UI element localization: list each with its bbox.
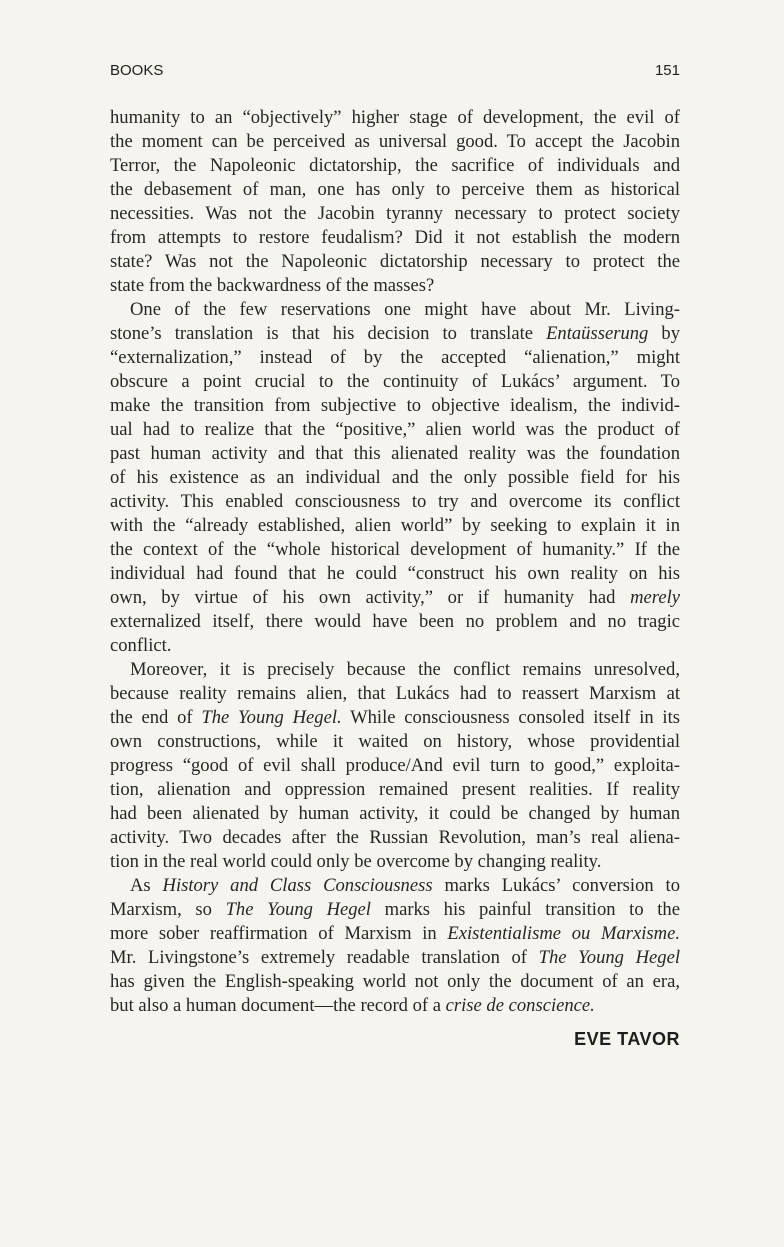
text-run: ual had to realize that the “positive,” alien world was the product of xyxy=(110,419,680,440)
text-run: has given the English-speaking world not only the document of an era, xyxy=(110,971,680,992)
text-run: state? Was not the Napoleonic dictatorship necessary to protect the xyxy=(110,251,680,272)
text-line xyxy=(110,610,680,634)
text-run: externalized itself, there would have been no problem and no tragic xyxy=(110,611,680,632)
italic-text: The Young Hegel xyxy=(225,899,371,920)
text-run: past human activity and that this alienated reality was the foundation xyxy=(110,443,680,464)
text-run: because reality remains alien, that Lukács had to reassert Marxism at xyxy=(110,683,680,704)
article-body xyxy=(110,106,680,1018)
text-run: by xyxy=(648,323,680,344)
text-line xyxy=(110,850,680,874)
text-line xyxy=(110,634,680,658)
text-line xyxy=(110,802,680,826)
text-line xyxy=(110,370,680,394)
text-run: own constructions, while it waited on history, whose providential xyxy=(110,731,680,752)
text-run: of his existence as an individual and the only possible field for his xyxy=(110,467,680,488)
text-run: state from the backwardness of the masses? xyxy=(110,275,435,296)
text-run: tion in the real world could only be overcome by changing reality. xyxy=(110,851,602,872)
text-run: stone’s translation is that his decision to translate xyxy=(110,323,547,344)
text-run: but also a human document—the record of a xyxy=(110,995,446,1016)
text-run: Mr. Livingstone’s extremely readable translation of xyxy=(110,947,539,968)
text-line xyxy=(110,970,680,994)
text-run: the debasement of man, one has only to perceive them as historical xyxy=(110,179,680,200)
text-line xyxy=(110,898,680,922)
paragraph xyxy=(110,298,680,658)
text-line xyxy=(110,178,680,202)
text-line xyxy=(110,442,680,466)
text-line xyxy=(110,562,680,586)
text-run: marks Lukács’ conversion to xyxy=(432,875,680,896)
text-run: marks his painful transition to the xyxy=(370,899,680,920)
text-line xyxy=(110,658,680,682)
text-line xyxy=(110,130,680,154)
text-line xyxy=(110,418,680,442)
text-run: humanity to an “objectively” higher stage of development, the evil of xyxy=(110,107,680,128)
italic-text: The Young Hegel xyxy=(538,947,680,968)
text-line xyxy=(110,730,680,754)
text-line xyxy=(110,778,680,802)
italic-text: Existentialisme ou Marxisme. xyxy=(447,923,680,944)
text-run: One of the few reservations one might have about Mr. Living- xyxy=(130,299,680,320)
text-line xyxy=(110,226,680,250)
text-run: obscure a point crucial to the continuity of Lukács’ argument. To xyxy=(110,371,680,392)
text-run: conflict. xyxy=(110,635,172,656)
text-line xyxy=(110,514,680,538)
text-run: tion, alienation and oppression remained present realities. If reality xyxy=(110,779,680,800)
text-run: progress “good of evil shall produce/And evil turn to good,” exploita- xyxy=(110,755,680,776)
text-run: While consciousness consoled itself in its xyxy=(341,707,680,728)
text-run: activity. This enabled consciousness to try and overcome its conflict xyxy=(110,491,680,512)
text-line xyxy=(110,586,680,610)
text-line xyxy=(110,322,680,346)
text-run: from attempts to restore feudalism? Did it not establish the modern xyxy=(110,227,680,248)
text-run: make the transition from subjective to objective idealism, the individ- xyxy=(110,395,680,416)
text-run: activity. Two decades after the Russian Revolution, man’s real aliena- xyxy=(110,827,680,848)
text-line xyxy=(110,874,680,898)
text-run: Moreover, it is precisely because the conflict remains unresolved, xyxy=(130,659,680,680)
text-line xyxy=(110,394,680,418)
text-run: necessities. Was not the Jacobin tyranny necessary to protect society xyxy=(110,203,680,224)
text-line xyxy=(110,298,680,322)
text-run: “externalization,” instead of by the accepted “alienation,” might xyxy=(110,347,680,368)
italic-text: merely xyxy=(630,587,680,608)
text-run: Terror, the Napoleonic dictatorship, the sacrifice of individuals and xyxy=(110,155,680,176)
text-line xyxy=(110,346,680,370)
author-signature: EVE TAVOR xyxy=(574,1029,680,1049)
page-number: 151 xyxy=(654,62,680,79)
text-run: own, by virtue of his own activity,” or if humanity had xyxy=(110,587,631,608)
italic-text: History and Class Consciousness xyxy=(162,875,433,896)
italic-text: crise de conscience. xyxy=(445,995,595,1016)
paragraph xyxy=(110,658,680,874)
text-line xyxy=(110,994,680,1018)
text-run: had been alienated by human activity, it could be changed by human xyxy=(110,803,680,824)
text-line xyxy=(110,538,680,562)
text-run: the context of the “whole historical development of humanity.” If the xyxy=(110,539,680,560)
text-line xyxy=(110,274,680,298)
text-run: the moment can be perceived as universal good. To accept the Jacobin xyxy=(110,131,680,152)
text-line xyxy=(110,202,680,226)
text-run: the end of xyxy=(110,707,202,728)
text-line xyxy=(110,946,680,970)
text-line xyxy=(110,490,680,514)
text-line xyxy=(110,922,680,946)
running-head: BOOKS xyxy=(110,62,164,79)
italic-text: Entaüsserung xyxy=(546,323,649,344)
text-line xyxy=(110,706,680,730)
text-line xyxy=(110,826,680,850)
text-line xyxy=(110,466,680,490)
text-run: Marxism, so xyxy=(110,899,226,920)
paragraph xyxy=(110,874,680,1018)
paragraph xyxy=(110,106,680,298)
text-run: more sober reaffirmation of Marxism in xyxy=(110,923,448,944)
text-line xyxy=(110,154,680,178)
text-run: with the “already established, alien world” by seeking to explain it in xyxy=(110,515,680,536)
text-line xyxy=(110,250,680,274)
text-line xyxy=(110,754,680,778)
italic-text: The Young Hegel. xyxy=(201,707,342,728)
text-line xyxy=(110,106,680,130)
text-line xyxy=(110,682,680,706)
text-run: As xyxy=(130,875,163,896)
text-run: individual had found that he could “construct his own reality on his xyxy=(110,563,680,584)
